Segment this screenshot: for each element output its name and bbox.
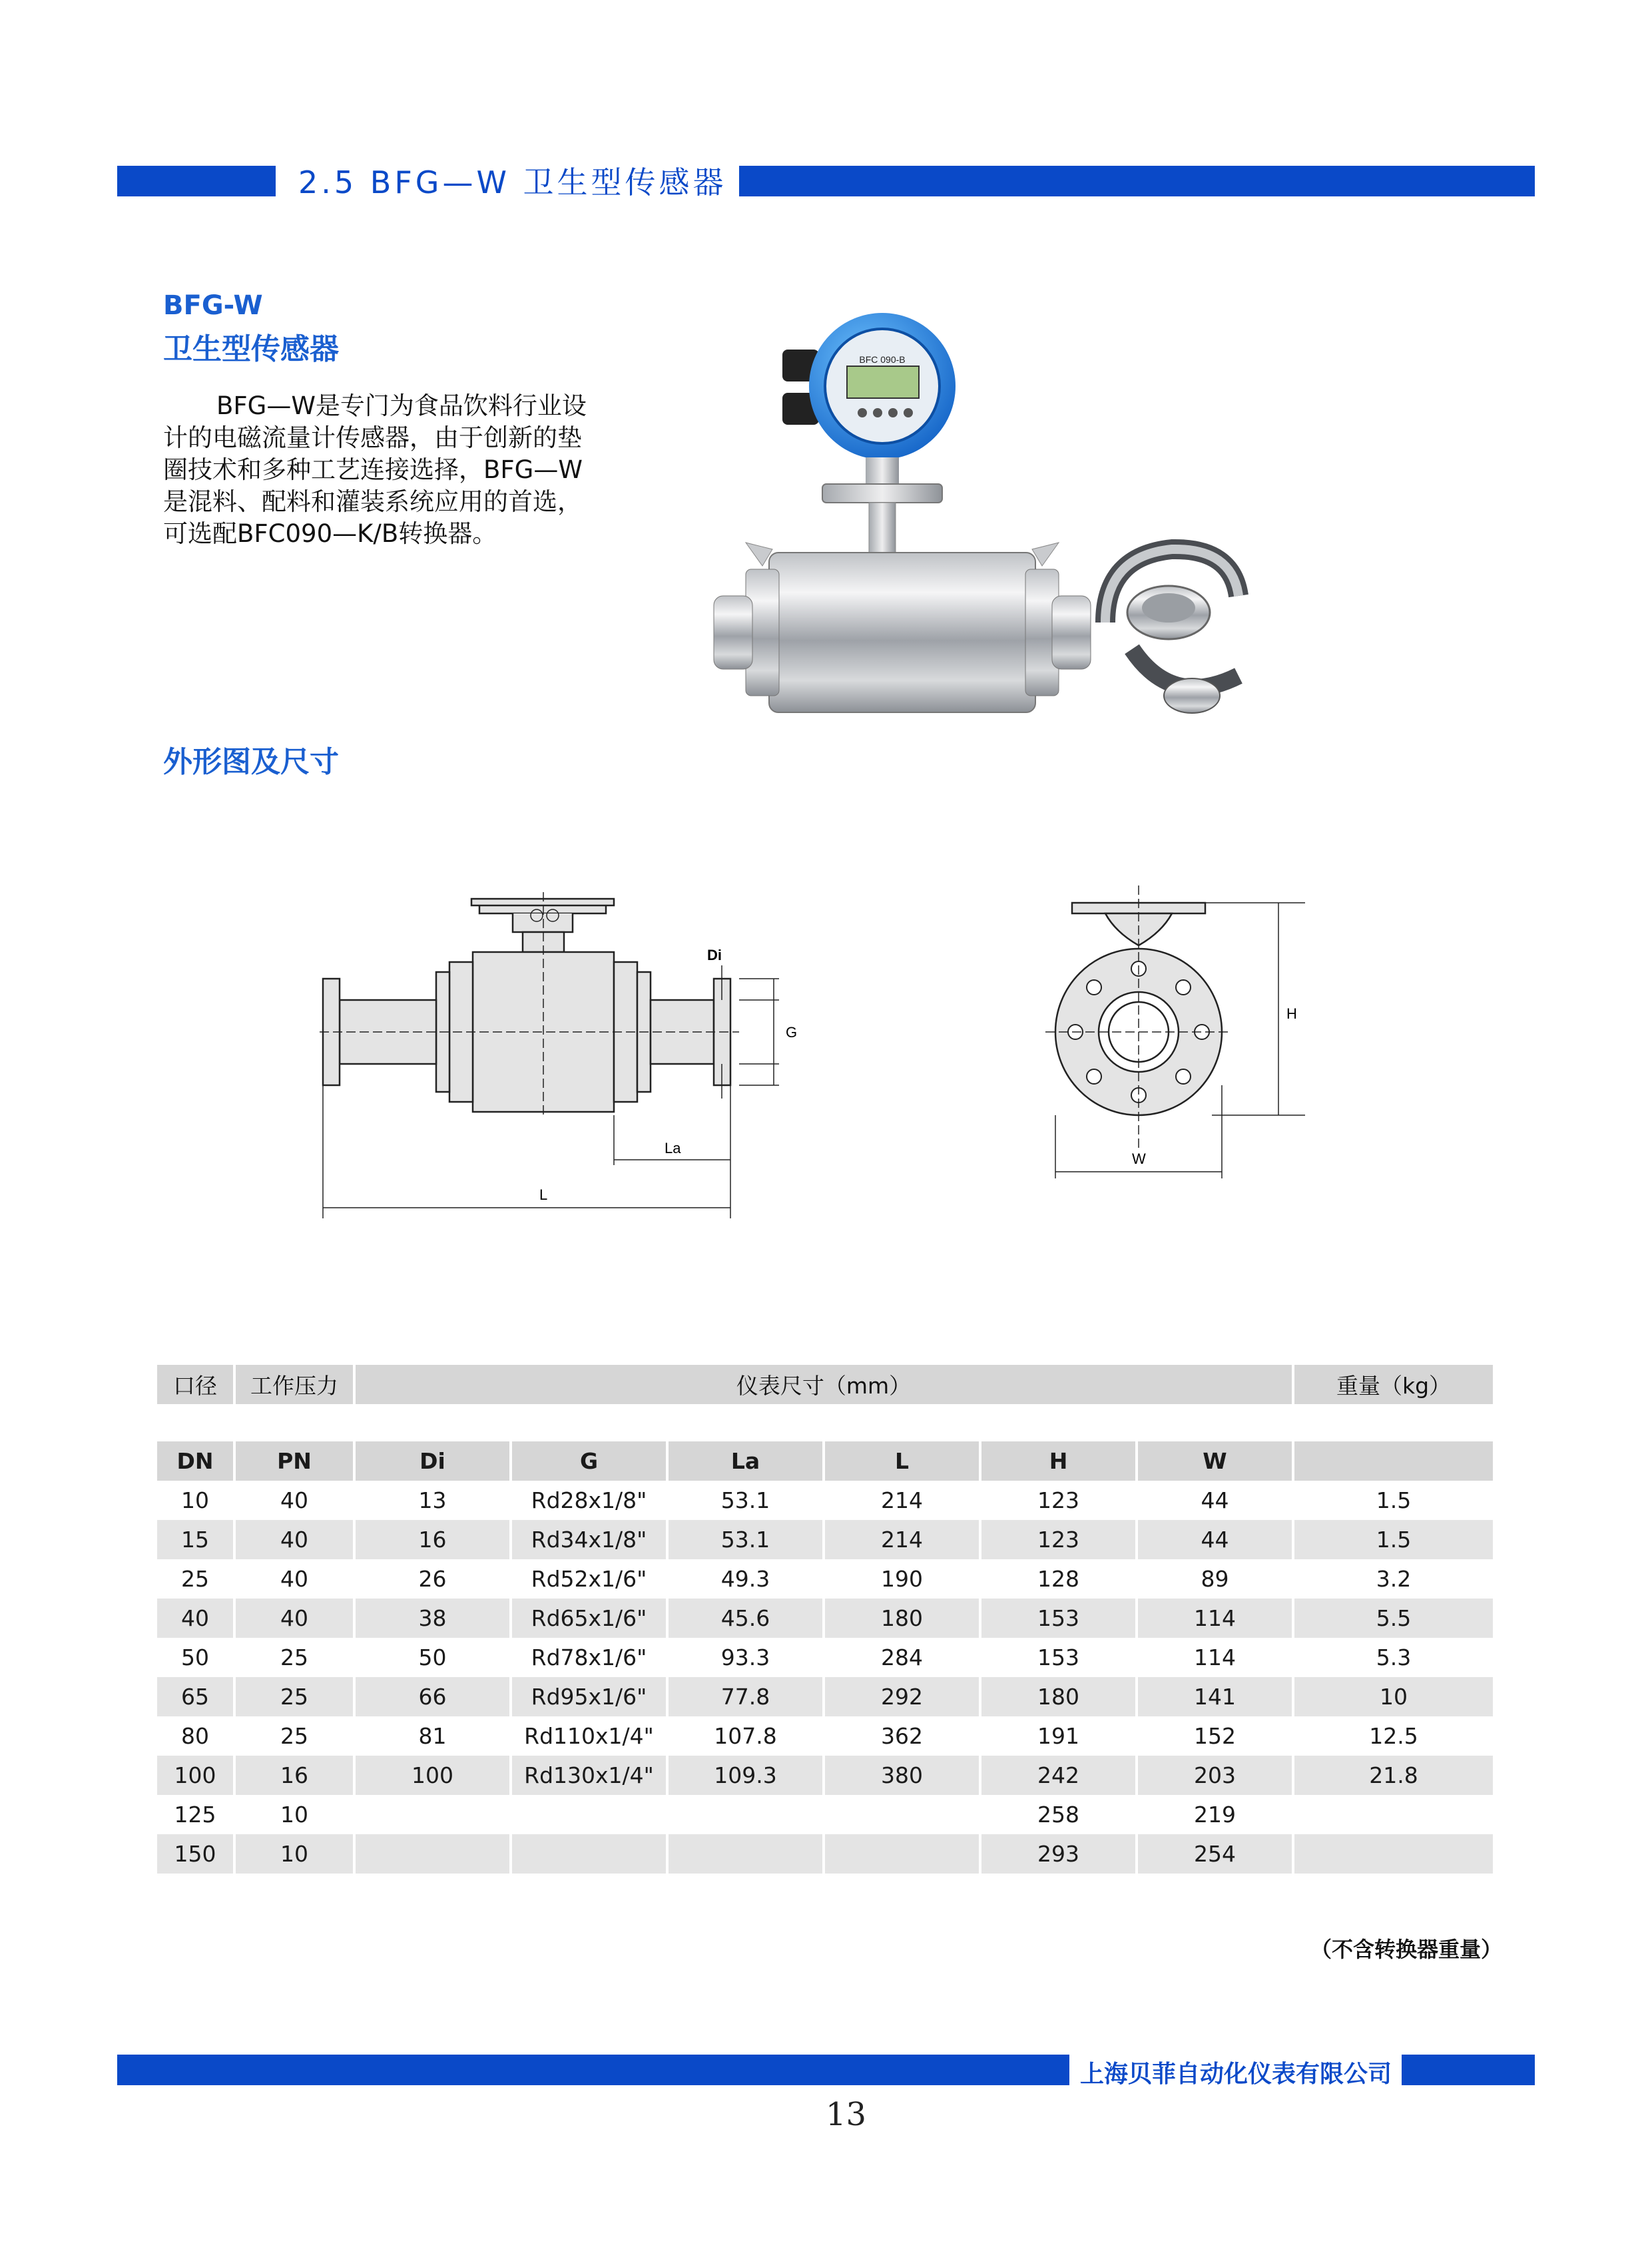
- table-cell: 13: [356, 1481, 512, 1520]
- label-L: L: [539, 1186, 548, 1203]
- table-cell: 50: [356, 1638, 512, 1677]
- table-cell: 153: [981, 1599, 1138, 1638]
- table-cell: 49.3: [669, 1559, 825, 1599]
- label-H: H: [1286, 1005, 1297, 1022]
- table-cell: [356, 1834, 512, 1874]
- weight-note: （不含转换器重量）: [1310, 1937, 1503, 1962]
- table-cell: 203: [1138, 1756, 1294, 1795]
- table-cell: 44: [1138, 1481, 1294, 1520]
- table-cell: 123: [981, 1520, 1138, 1559]
- table-cell: 107.8: [669, 1716, 825, 1756]
- table-cell: 214: [825, 1520, 981, 1559]
- sensor-body: [769, 553, 1035, 712]
- table-cell: 258: [981, 1795, 1138, 1834]
- spec-table: [157, 1365, 1496, 1874]
- table-cell: Rd34x1/8": [512, 1520, 669, 1559]
- table-cell: 1.5: [1294, 1520, 1496, 1559]
- table-row: [157, 1481, 1496, 1520]
- page-number: 13: [826, 2096, 867, 2133]
- table-row: [157, 1834, 1496, 1874]
- table-cell: 152: [1138, 1716, 1294, 1756]
- column-header-row: [157, 1441, 1496, 1481]
- table-cell: 10: [1294, 1677, 1496, 1716]
- table-cell: 15: [157, 1520, 236, 1559]
- table-cell: 292: [825, 1677, 981, 1716]
- table-cell: [512, 1795, 669, 1834]
- table-row: [157, 1716, 1496, 1756]
- table-cell: 3.2: [1294, 1559, 1496, 1599]
- table-cell: [825, 1834, 981, 1874]
- description-line: 圈技术和多种工艺连接选择，BFG—W: [163, 455, 583, 484]
- table-cell: Rd95x1/6": [512, 1677, 669, 1716]
- table-cell: 25: [236, 1716, 356, 1756]
- table-cell: 153: [981, 1638, 1138, 1677]
- description-line: 计的电磁流量计传感器，由于创新的垫: [163, 423, 582, 452]
- description-line: BFG—W是专门为食品饮料行业设: [216, 391, 587, 420]
- table-cell: 10: [236, 1834, 356, 1874]
- table-cell: 125: [157, 1795, 236, 1834]
- table-cell: 284: [825, 1638, 981, 1677]
- table-cell: 40: [157, 1599, 236, 1638]
- column-header: Di: [356, 1441, 512, 1481]
- table-cell: [669, 1834, 825, 1874]
- table-cell: 40: [236, 1520, 356, 1559]
- table-cell: Rd28x1/8": [512, 1481, 669, 1520]
- table-cell: 114: [1138, 1599, 1294, 1638]
- table-cell: 1.5: [1294, 1481, 1496, 1520]
- converter-label: BFC 090-B: [859, 354, 906, 365]
- column-header: H: [981, 1441, 1138, 1481]
- table-cell: 80: [157, 1716, 236, 1756]
- product-description: [163, 390, 656, 550]
- table-cell: 242: [981, 1756, 1138, 1795]
- column-header: W: [1138, 1441, 1294, 1481]
- table-cell: Rd130x1/4": [512, 1756, 669, 1795]
- table-cell: 53.1: [669, 1520, 825, 1559]
- header-pressure: 工作压力: [236, 1365, 356, 1404]
- table-cell: 53.1: [669, 1481, 825, 1520]
- table-row: [157, 1599, 1496, 1638]
- table-row: [157, 1756, 1496, 1795]
- table-cell: 109.3: [669, 1756, 825, 1795]
- description-line: 可选配BFC090—K/B转换器。: [163, 519, 497, 548]
- table-row: [157, 1559, 1496, 1599]
- table-cell: 77.8: [669, 1677, 825, 1716]
- side-view-drawing: [300, 885, 899, 1232]
- table-cell: 93.3: [669, 1638, 825, 1677]
- table-cell: 10: [236, 1795, 356, 1834]
- table-cell: 44: [1138, 1520, 1294, 1559]
- table-cell: 38: [356, 1599, 512, 1638]
- table-cell: Rd65x1/6": [512, 1599, 669, 1638]
- table-cell: 219: [1138, 1795, 1294, 1834]
- label-W: W: [1132, 1150, 1146, 1167]
- table-cell: 5.3: [1294, 1638, 1496, 1677]
- table-cell: 128: [981, 1559, 1138, 1599]
- table-row: [157, 1795, 1496, 1834]
- table-cell: 40: [236, 1481, 356, 1520]
- table-cell: Rd78x1/6": [512, 1638, 669, 1677]
- table-row: [157, 1638, 1496, 1677]
- column-header: DN: [157, 1441, 236, 1481]
- column-header: [1294, 1441, 1496, 1481]
- table-cell: Rd52x1/6": [512, 1559, 669, 1599]
- table-cell: 50: [157, 1638, 236, 1677]
- section-title: 2.5 BFG—W 卫生型传感器: [298, 164, 727, 200]
- table-cell: [825, 1795, 981, 1834]
- table-cell: 40: [236, 1599, 356, 1638]
- table-cell: 141: [1138, 1677, 1294, 1716]
- table-cell: 21.8: [1294, 1756, 1496, 1795]
- header-caliber: 口径: [157, 1365, 236, 1404]
- table-cell: 380: [825, 1756, 981, 1795]
- column-header: G: [512, 1441, 669, 1481]
- table-cell: 191: [981, 1716, 1138, 1756]
- column-header: La: [669, 1441, 825, 1481]
- table-cell: [356, 1795, 512, 1834]
- table-body: [157, 1481, 1496, 1874]
- converter-display: [847, 366, 919, 398]
- end-view-drawing: [1039, 885, 1318, 1205]
- table-cell: 89: [1138, 1559, 1294, 1599]
- table-cell: 10: [157, 1481, 236, 1520]
- table-cell: 100: [356, 1756, 512, 1795]
- product-code: BFG-W: [163, 290, 263, 321]
- table-cell: 25: [157, 1559, 236, 1599]
- description-line: 是混料、配料和灌装系统应用的首选，: [163, 487, 582, 516]
- table-cell: 81: [356, 1716, 512, 1756]
- table-cell: 5.5: [1294, 1599, 1496, 1638]
- table-cell: 12.5: [1294, 1716, 1496, 1756]
- label-Di: Di: [707, 947, 722, 963]
- table-cell: 16: [236, 1756, 356, 1795]
- table-cell: 100: [157, 1756, 236, 1795]
- label-G: G: [786, 1024, 798, 1041]
- table-cell: 180: [981, 1677, 1138, 1716]
- table-cell: [1294, 1834, 1496, 1874]
- table-cell: 190: [825, 1559, 981, 1599]
- header-band-left: [117, 166, 276, 196]
- table-cell: 66: [356, 1677, 512, 1716]
- product-name: 卫生型传感器: [163, 332, 339, 366]
- table-row: [157, 1520, 1496, 1559]
- column-header: L: [825, 1441, 981, 1481]
- column-header: PN: [236, 1441, 356, 1481]
- footer-band-right: [1402, 2055, 1535, 2085]
- table-cell: 40: [236, 1559, 356, 1599]
- table-cell: 293: [981, 1834, 1138, 1874]
- header-band-right: [739, 166, 1535, 196]
- company-name: 上海贝菲自动化仪表有限公司: [1072, 2055, 1400, 2089]
- header-weight: 重量（kg）: [1294, 1365, 1496, 1404]
- table-cell: 114: [1138, 1638, 1294, 1677]
- tri-clamp: [1105, 549, 1239, 713]
- group-header-row: [157, 1365, 1496, 1404]
- label-La: La: [665, 1140, 681, 1156]
- table-cell: 25: [236, 1638, 356, 1677]
- header-dimensions: 仪表尺寸（mm）: [356, 1365, 1294, 1404]
- table-cell: Rd110x1/4": [512, 1716, 669, 1756]
- table-cell: 362: [825, 1716, 981, 1756]
- table-cell: 150: [157, 1834, 236, 1874]
- table-cell: 25: [236, 1677, 356, 1716]
- table-cell: 16: [356, 1520, 512, 1559]
- table-cell: 45.6: [669, 1599, 825, 1638]
- table-row: [157, 1677, 1496, 1716]
- product-photo: [706, 303, 1318, 756]
- table-cell: [669, 1795, 825, 1834]
- table-cell: 65: [157, 1677, 236, 1716]
- table-cell: 214: [825, 1481, 981, 1520]
- neck-flange: [822, 484, 942, 503]
- table-cell: 254: [1138, 1834, 1294, 1874]
- table-cell: 180: [825, 1599, 981, 1638]
- dimension-title: 外形图及尺寸: [163, 745, 339, 779]
- table-cell: 123: [981, 1481, 1138, 1520]
- footer-band-left: [117, 2055, 1069, 2085]
- table-cell: [1294, 1795, 1496, 1834]
- table-cell: [512, 1834, 669, 1874]
- table-cell: 26: [356, 1559, 512, 1599]
